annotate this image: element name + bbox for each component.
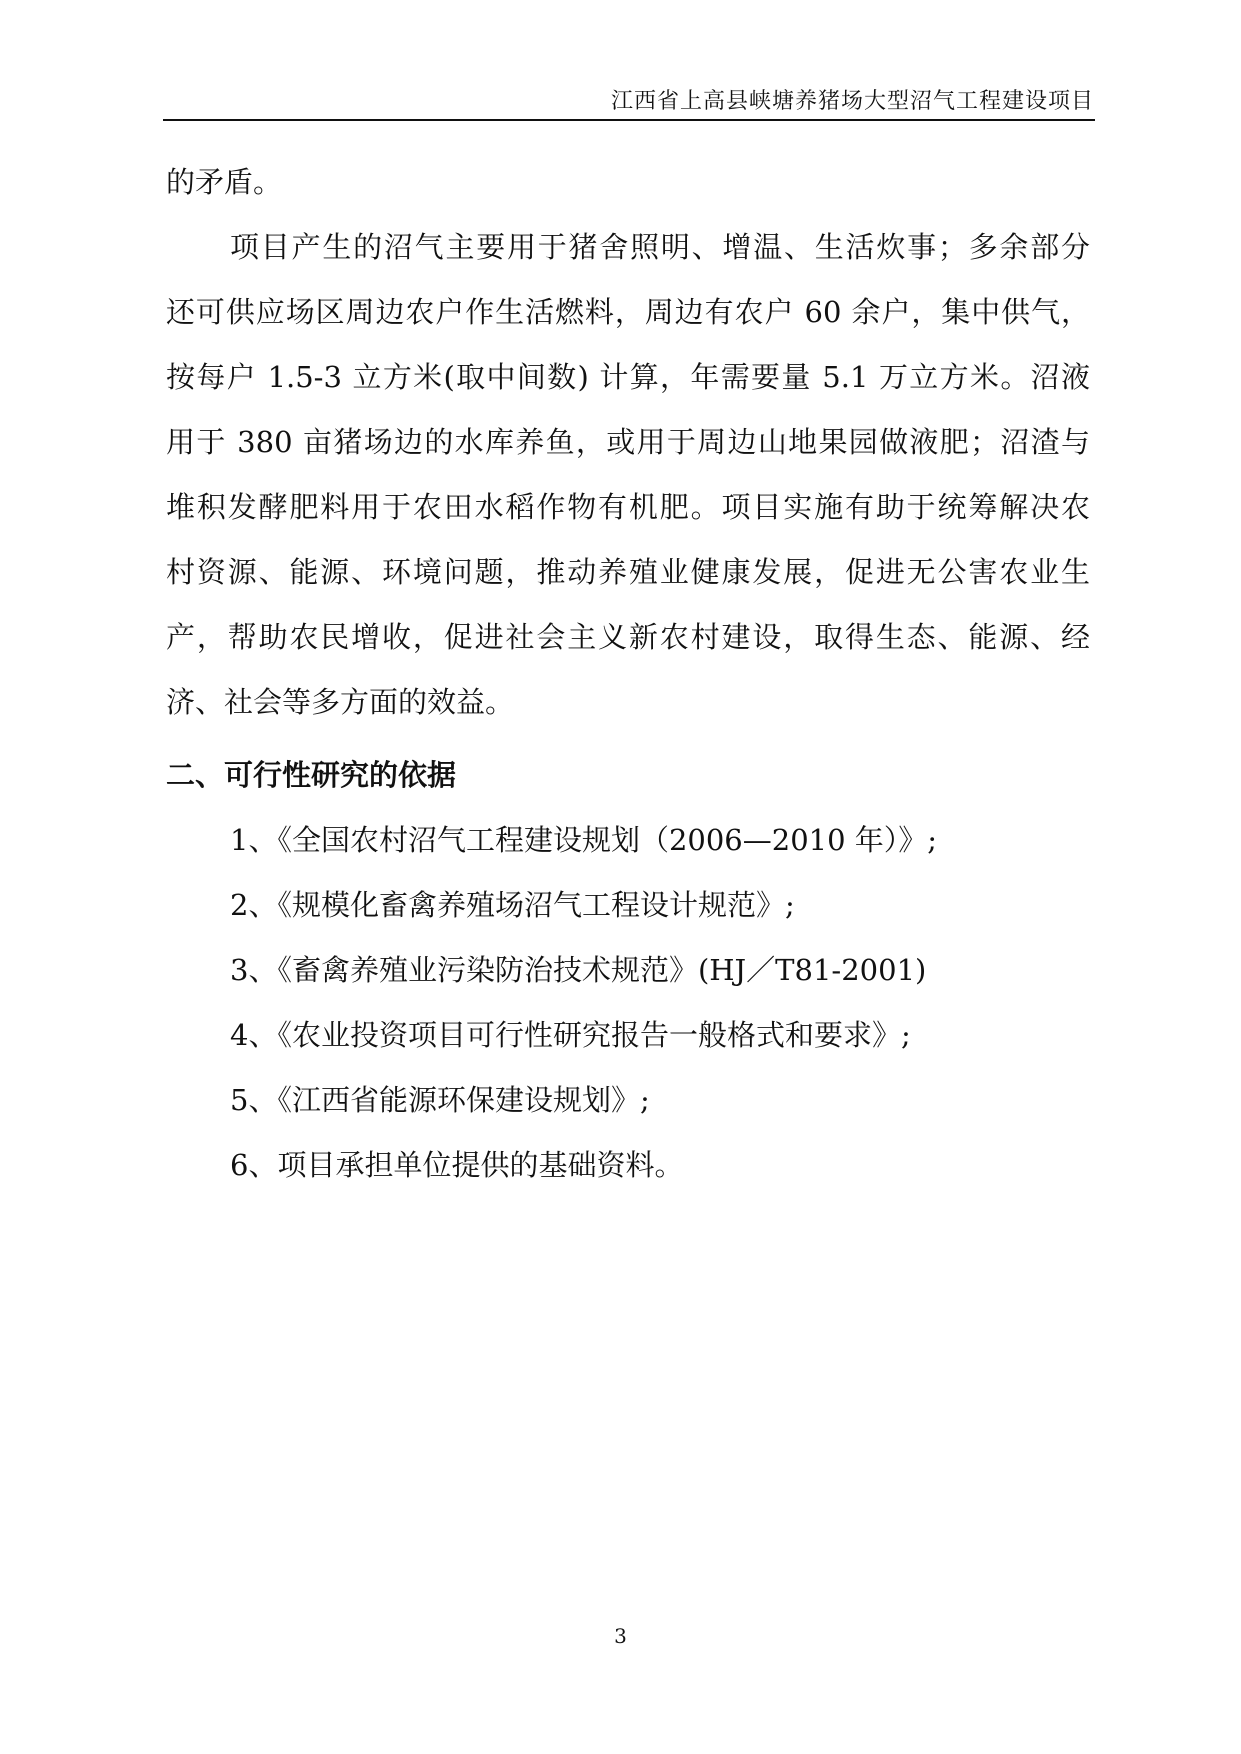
paragraph-line: 项目产生的沼气主要用于猪舍照明、增温、生活炊事；多余部分 [230, 230, 1090, 264]
paragraph-line: 还可供应场区周边农户作生活燃料，周边有农户 60 余户，集中供气， [166, 295, 1090, 329]
reference-item: 3、《畜禽养殖业污染防治技术规范》(HJ／T81-2001) [230, 953, 927, 987]
section-heading: 二、可行性研究的依据 [166, 758, 457, 792]
paragraph-line: 济、社会等多方面的效益。 [166, 685, 515, 719]
reference-item: 4、《农业投资项目可行性研究报告一般格式和要求》; [230, 1018, 911, 1052]
reference-item: 5、《江西省能源环保建设规划》; [230, 1083, 650, 1117]
paragraph-line: 的矛盾。 [166, 165, 283, 199]
paragraph-line: 用于 380 亩猪场边的水库养鱼，或用于周边山地果园做液肥；沼渣与 [166, 425, 1090, 459]
paragraph-line: 按每户 1.5-3 立方米(取中间数) 计算，年需要量 5.1 万立方米。沼液 [166, 360, 1090, 394]
paragraph-line: 堆积发酵肥料用于农田水稻作物有机肥。项目实施有助于统筹解决农 [166, 490, 1090, 524]
reference-item: 1、《全国农村沼气工程建设规划（2006—2010 年）》; [230, 823, 938, 857]
page-number: 3 [614, 1624, 627, 1648]
reference-item: 2、《规模化畜禽养殖场沼气工程设计规范》; [230, 888, 795, 922]
running-header: 江西省上高县峡塘养猪场大型沼气工程建设项目 [610, 89, 1094, 114]
paragraph-line: 产，帮助农民增收，促进社会主义新农村建设，取得生态、能源、经 [166, 620, 1090, 654]
paragraph-line: 村资源、能源、环境问题，推动养殖业健康发展，促进无公害农业生 [166, 555, 1090, 589]
header-rule [163, 119, 1095, 121]
reference-item: 6、项目承担单位提供的基础资料。 [230, 1148, 684, 1182]
